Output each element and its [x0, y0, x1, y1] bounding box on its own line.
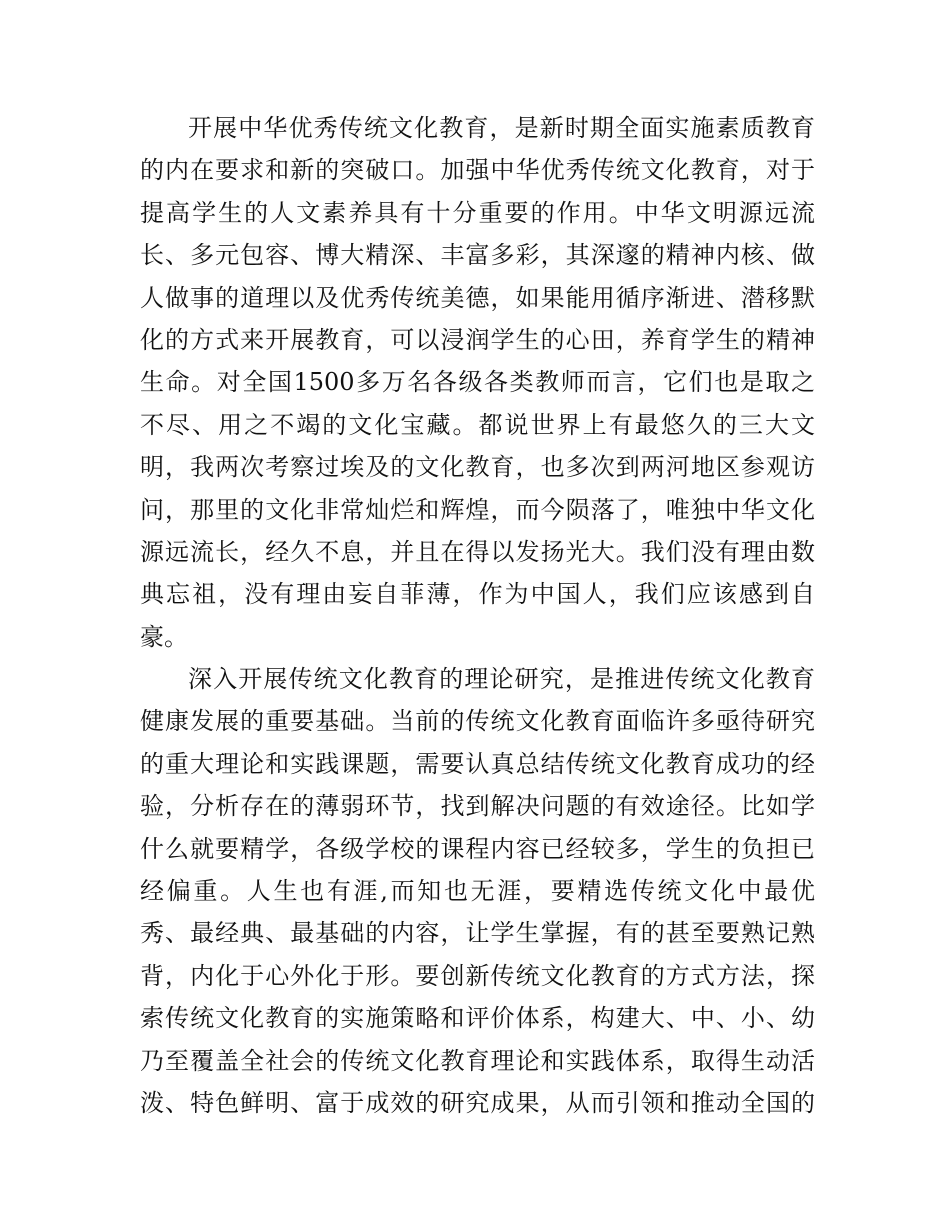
- document-body: [140, 107, 815, 1124]
- text-line: 长、多元包容、博大精深、丰富多彩，其深邃的精神内核、做: [140, 241, 815, 270]
- text-line: 经偏重。人生也有涯,而知也无涯，要精选传统文化中最优: [140, 877, 815, 906]
- text-line: 明，我两次考察过埃及的文化教育，也多次到两河地区参观访: [140, 453, 815, 482]
- text-line: 豪。: [140, 622, 188, 651]
- text-line: 问，那里的文化非常灿烂和辉煌，而今陨落了，唯独中华文化: [140, 495, 815, 524]
- text-line: 源远流长，经久不息，并且在得以发扬光大。我们没有理由数: [140, 537, 815, 566]
- text-line: 索传统文化教育的实施策略和评价体系，构建大、中、小、幼: [140, 1004, 815, 1033]
- text-line: 秀、最经典、最基础的内容，让学生掌握，有的甚至要熟记熟: [140, 919, 815, 948]
- text-line: 开展中华优秀传统文化教育，是新时期全面实施素质教育: [188, 114, 815, 142]
- text-line: 的内在要求和新的突破口。加强中华优秀传统文化教育，对于: [140, 156, 815, 185]
- text-line: 典忘祖，没有理由妄自菲薄，作为中国人，我们应该感到自: [140, 580, 815, 609]
- text-line: 提高学生的人文素养具有十分重要的作用。中华文明源远流: [140, 198, 815, 227]
- text-line: 生命。对全国1500多万名各级各类教师而言，它们也是取之: [140, 368, 815, 397]
- text-line: 验，分析存在的薄弱环节，找到解决问题的有效途径。比如学: [140, 792, 815, 821]
- text-line: 什么就要精学，各级学校的课程内容已经较多，学生的负担已: [140, 834, 815, 863]
- text-line: 人做事的道理以及优秀传统美德，如果能用循序渐进、潜移默: [140, 283, 815, 312]
- text-line: 乃至覆盖全社会的传统文化教育理论和实践体系，取得生动活: [140, 1046, 815, 1075]
- paragraph-2: [140, 658, 815, 1124]
- text-line: 的重大理论和实践课题，需要认真总结传统文化教育成功的经: [140, 749, 815, 778]
- text-line: 化的方式来开展教育，可以浸润学生的心田，养育学生的精神: [140, 325, 815, 354]
- text-line: 泼、特色鲜明、富于成效的研究成果，从而引领和推动全国的: [140, 1088, 815, 1117]
- text-line: 深入开展传统文化教育的理论研究，是推进传统文化教育: [188, 665, 815, 694]
- paragraph-1: [140, 107, 815, 658]
- text-line: 不尽、用之不竭的文化宝藏。都说世界上有最悠久的三大文: [140, 410, 815, 439]
- text-line: 背，内化于心外化于形。要创新传统文化教育的方式方法，探: [140, 961, 815, 990]
- text-line: 健康发展的重要基础。当前的传统文化教育面临许多亟待研究: [140, 707, 815, 736]
